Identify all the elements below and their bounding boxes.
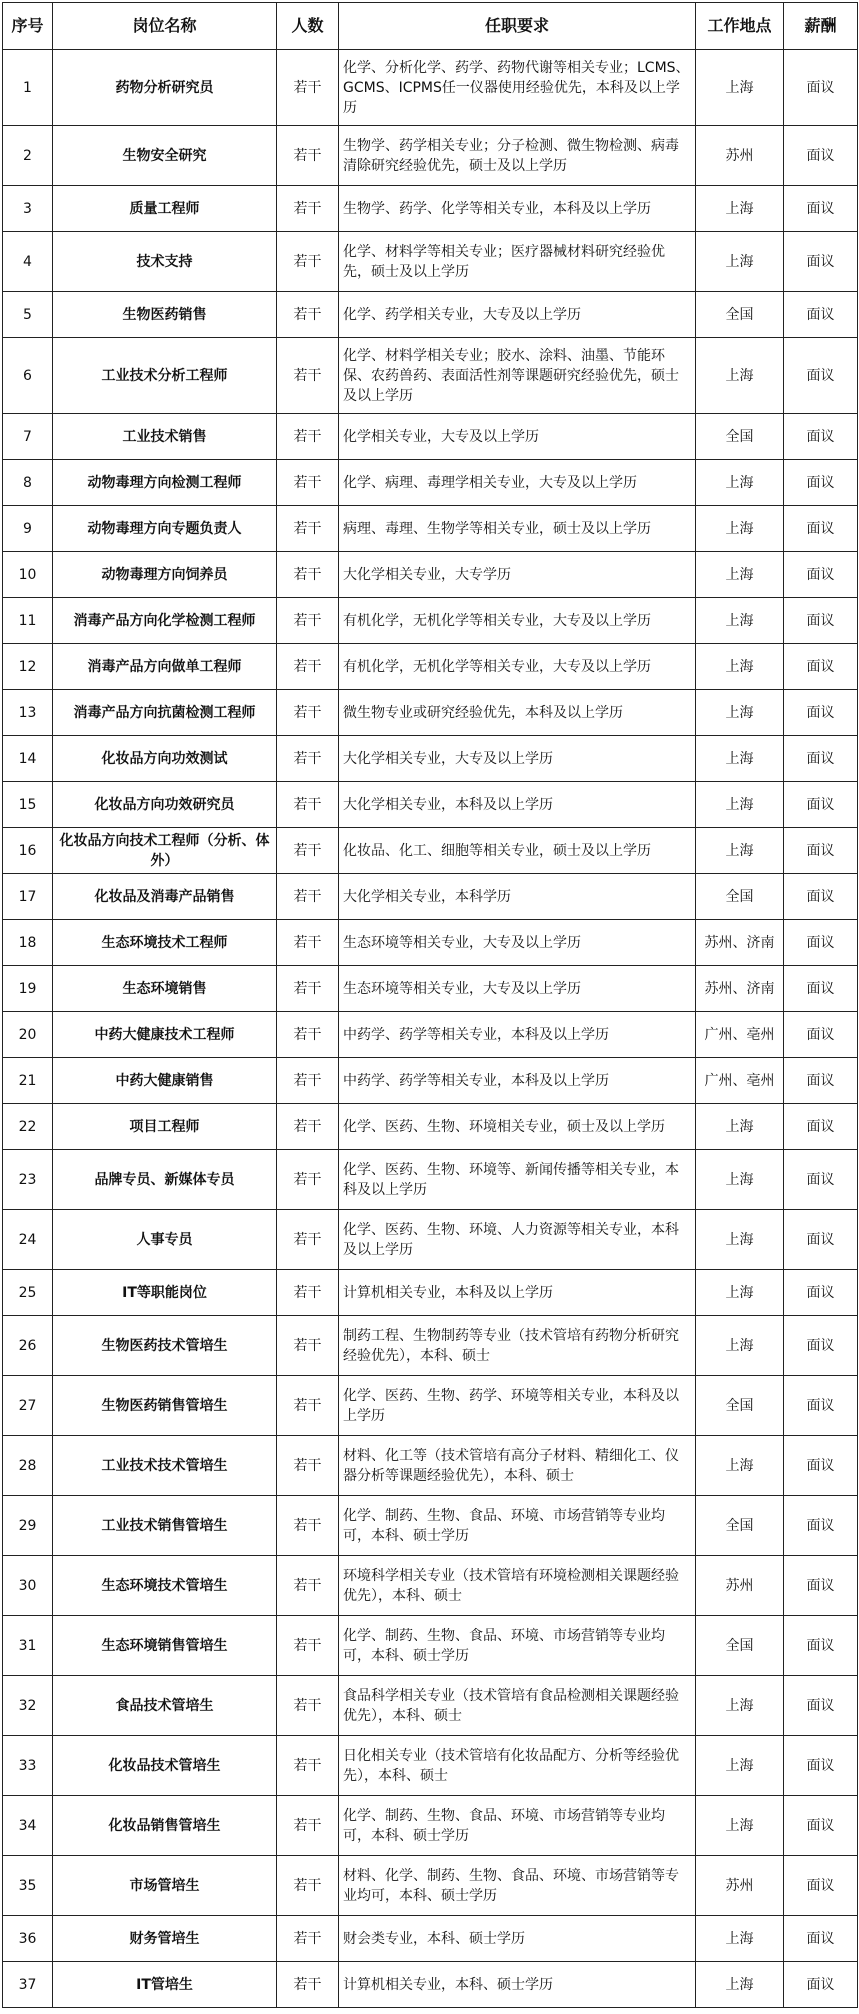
table-row [3,1436,858,1496]
requirements-cell: 化学、医药、生物、环境等、新闻传播等相关专业，本科及以上学历 [339,1150,696,1210]
job-title-cell: 生物医药技术管培生 [53,1316,277,1376]
table-row [3,1210,858,1270]
location-cell: 苏州、济南 [696,966,784,1012]
location-cell: 全国 [696,874,784,920]
table-row [3,292,858,338]
table-row [3,1012,858,1058]
headcount-cell: 若干 [277,1496,339,1556]
row-number-cell: 12 [3,644,53,690]
headcount-cell: 若干 [277,828,339,874]
requirements-cell: 生态环境等相关专业，大专及以上学历 [339,920,696,966]
requirements-cell: 化学、制药、生物、食品、环境、市场营销等专业均可，本科、硕士学历 [339,1496,696,1556]
salary-cell: 面议 [784,736,858,782]
requirements-cell: 有机化学，无机化学等相关专业，大专及以上学历 [339,598,696,644]
requirements-cell: 大化学相关专业，大专及以上学历 [339,736,696,782]
requirements-cell: 化学、材料学相关专业；胶水、涂料、油墨、节能环保、农药兽药、表面活性剂等课题研究经验优先，硕士及以上学历 [339,338,696,414]
headcount-cell: 若干 [277,1616,339,1676]
header-requirements: 任职要求 [339,3,696,50]
job-title-cell: 中药大健康技术工程师 [53,1012,277,1058]
location-cell: 上海 [696,1316,784,1376]
job-title-cell: 生物医药销售管培生 [53,1376,277,1436]
table-row [3,50,858,126]
job-title-cell: 工业技术技术管培生 [53,1436,277,1496]
row-number-cell: 20 [3,1012,53,1058]
row-number-cell: 28 [3,1436,53,1496]
requirements-cell: 环境科学相关专业（技术管培有环境检测相关课题经验优先），本科、硕士 [339,1556,696,1616]
header-row [3,3,858,50]
row-number-cell: 32 [3,1676,53,1736]
job-title-cell: 生态环境技术工程师 [53,920,277,966]
headcount-cell: 若干 [277,644,339,690]
requirements-cell: 化学相关专业，大专及以上学历 [339,414,696,460]
header-count: 人数 [277,3,339,50]
table-row [3,460,858,506]
salary-cell: 面议 [784,126,858,186]
location-cell: 苏州 [696,1556,784,1616]
location-cell: 上海 [696,1270,784,1316]
table-row [3,1616,858,1676]
location-cell: 上海 [696,1104,784,1150]
salary-cell: 面议 [784,1856,858,1916]
table-row [3,920,858,966]
row-number-cell: 27 [3,1376,53,1436]
row-number-cell: 23 [3,1150,53,1210]
location-cell: 上海 [696,598,784,644]
location-cell: 苏州 [696,126,784,186]
job-title-cell: 化妆品方向功效测试 [53,736,277,782]
requirements-cell: 化学、分析化学、药学、药物代谢等相关专业；LCMS、GCMS、ICPMS任一仪器使用经验优先，本科及以上学历 [339,50,696,126]
salary-cell: 面议 [784,598,858,644]
headcount-cell: 若干 [277,1916,339,1962]
job-title-cell: 生态环境技术管培生 [53,1556,277,1616]
table-row [3,506,858,552]
requirements-cell: 大化学相关专业，大专学历 [339,552,696,598]
row-number-cell: 2 [3,126,53,186]
row-number-cell: 25 [3,1270,53,1316]
row-number-cell: 13 [3,690,53,736]
headcount-cell: 若干 [277,1556,339,1616]
job-title-cell: 工业技术销售 [53,414,277,460]
location-cell: 上海 [696,1796,784,1856]
requirements-cell: 财会类专业，本科、硕士学历 [339,1916,696,1962]
location-cell: 上海 [696,338,784,414]
location-cell: 苏州 [696,1856,784,1916]
headcount-cell: 若干 [277,1104,339,1150]
salary-cell: 面议 [784,874,858,920]
header-title: 岗位名称 [53,3,277,50]
headcount-cell: 若干 [277,736,339,782]
table-row [3,232,858,292]
job-title-cell: 动物毒理方向检测工程师 [53,460,277,506]
job-title-cell: 项目工程师 [53,1104,277,1150]
salary-cell: 面议 [784,1736,858,1796]
location-cell: 上海 [696,232,784,292]
row-number-cell: 17 [3,874,53,920]
job-title-cell: 生态环境销售管培生 [53,1616,277,1676]
job-title-cell: 中药大健康销售 [53,1058,277,1104]
requirements-cell: 材料、化学、制药、生物、食品、环境、市场营销等专业均可，本科、硕士学历 [339,1856,696,1916]
row-number-cell: 35 [3,1856,53,1916]
salary-cell: 面议 [784,920,858,966]
row-number-cell: 31 [3,1616,53,1676]
salary-cell: 面议 [784,506,858,552]
location-cell: 上海 [696,1150,784,1210]
salary-cell: 面议 [784,782,858,828]
requirements-cell: 计算机相关专业，本科及以上学历 [339,1270,696,1316]
headcount-cell: 若干 [277,460,339,506]
salary-cell: 面议 [784,414,858,460]
headcount-cell: 若干 [277,1736,339,1796]
row-number-cell: 4 [3,232,53,292]
headcount-cell: 若干 [277,506,339,552]
row-number-cell: 16 [3,828,53,874]
table-row [3,598,858,644]
job-title-cell: 动物毒理方向饲养员 [53,552,277,598]
requirements-cell: 生物学、药学相关专业；分子检测、微生物检测、病毒清除研究经验优先，硕士及以上学历 [339,126,696,186]
requirements-cell: 化学、制药、生物、食品、环境、市场营销等专业均可，本科、硕士学历 [339,1616,696,1676]
table-row [3,186,858,232]
row-number-cell: 36 [3,1916,53,1962]
job-title-cell: 质量工程师 [53,186,277,232]
requirements-cell: 大化学相关专业，本科学历 [339,874,696,920]
salary-cell: 面议 [784,644,858,690]
requirements-cell: 大化学相关专业，本科及以上学历 [339,782,696,828]
location-cell: 上海 [696,460,784,506]
job-title-cell: IT等职能岗位 [53,1270,277,1316]
location-cell: 上海 [696,1210,784,1270]
job-title-cell: 品牌专员、新媒体专员 [53,1150,277,1210]
row-number-cell: 10 [3,552,53,598]
job-title-cell: IT管培生 [53,1962,277,2008]
location-cell: 上海 [696,1962,784,2008]
headcount-cell: 若干 [277,1796,339,1856]
requirements-cell: 有机化学，无机化学等相关专业，大专及以上学历 [339,644,696,690]
table-row [3,126,858,186]
location-cell: 上海 [696,1436,784,1496]
headcount-cell: 若干 [277,1270,339,1316]
headcount-cell: 若干 [277,1210,339,1270]
job-title-cell: 工业技术分析工程师 [53,338,277,414]
row-number-cell: 7 [3,414,53,460]
salary-cell: 面议 [784,1616,858,1676]
row-number-cell: 8 [3,460,53,506]
headcount-cell: 若干 [277,414,339,460]
location-cell: 全国 [696,1376,784,1436]
row-number-cell: 15 [3,782,53,828]
job-title-cell: 动物毒理方向专题负责人 [53,506,277,552]
location-cell: 上海 [696,186,784,232]
table-row [3,414,858,460]
salary-cell: 面议 [784,1104,858,1150]
row-number-cell: 29 [3,1496,53,1556]
job-title-cell: 技术支持 [53,232,277,292]
headcount-cell: 若干 [277,126,339,186]
table-row [3,552,858,598]
requirements-cell: 化学、材料学等相关专业；医疗器械材料研究经验优先，硕士及以上学历 [339,232,696,292]
salary-cell: 面议 [784,690,858,736]
row-number-cell: 22 [3,1104,53,1150]
location-cell: 上海 [696,690,784,736]
headcount-cell: 若干 [277,338,339,414]
row-number-cell: 11 [3,598,53,644]
salary-cell: 面议 [784,828,858,874]
salary-cell: 面议 [784,186,858,232]
job-title-cell: 化妆品方向技术工程师（分析、体外） [53,828,277,874]
header-salary: 薪酬 [784,3,858,50]
salary-cell: 面议 [784,1012,858,1058]
requirements-cell: 生物学、药学、化学等相关专业，本科及以上学历 [339,186,696,232]
headcount-cell: 若干 [277,782,339,828]
row-number-cell: 33 [3,1736,53,1796]
headcount-cell: 若干 [277,1058,339,1104]
requirements-cell: 化学、医药、生物、环境、人力资源等相关专业，本科及以上学历 [339,1210,696,1270]
salary-cell: 面议 [784,50,858,126]
location-cell: 上海 [696,506,784,552]
job-title-cell: 工业技术销售管培生 [53,1496,277,1556]
requirements-cell: 材料、化工等（技术管培有高分子材料、精细化工、仪器分析等课题经验优先），本科、硕士 [339,1436,696,1496]
requirements-cell: 化学、医药、生物、环境相关专业，硕士及以上学历 [339,1104,696,1150]
table-row [3,736,858,782]
location-cell: 上海 [696,1916,784,1962]
headcount-cell: 若干 [277,920,339,966]
location-cell: 全国 [696,414,784,460]
salary-cell: 面议 [784,460,858,506]
table-row [3,1856,858,1916]
row-number-cell: 14 [3,736,53,782]
requirements-cell: 制药工程、生物制药等专业（技术管培有药物分析研究经验优先），本科、硕士 [339,1316,696,1376]
job-title-cell: 药物分析研究员 [53,50,277,126]
table-row [3,1556,858,1616]
row-number-cell: 30 [3,1556,53,1616]
salary-cell: 面议 [784,1150,858,1210]
headcount-cell: 若干 [277,186,339,232]
location-cell: 上海 [696,736,784,782]
salary-cell: 面议 [784,1058,858,1104]
job-title-cell: 消毒产品方向做单工程师 [53,644,277,690]
salary-cell: 面议 [784,1676,858,1736]
row-number-cell: 5 [3,292,53,338]
requirements-cell: 化学、制药、生物、食品、环境、市场营销等专业均可，本科、硕士学历 [339,1796,696,1856]
job-title-cell: 化妆品技术管培生 [53,1736,277,1796]
job-title-cell: 化妆品方向功效研究员 [53,782,277,828]
row-number-cell: 21 [3,1058,53,1104]
table-row [3,966,858,1012]
row-number-cell: 37 [3,1962,53,2008]
location-cell: 广州、亳州 [696,1012,784,1058]
headcount-cell: 若干 [277,1316,339,1376]
table-row [3,1376,858,1436]
requirements-cell: 微生物专业或研究经验优先，本科及以上学历 [339,690,696,736]
table-row [3,338,858,414]
headcount-cell: 若干 [277,690,339,736]
table-body [3,50,858,2008]
table-row [3,644,858,690]
headcount-cell: 若干 [277,292,339,338]
table-row [3,1316,858,1376]
job-title-cell: 市场管培生 [53,1856,277,1916]
requirements-cell: 生态环境等相关专业，大专及以上学历 [339,966,696,1012]
table-row [3,1150,858,1210]
job-title-cell: 消毒产品方向抗菌检测工程师 [53,690,277,736]
salary-cell: 面议 [784,1916,858,1962]
salary-cell: 面议 [784,1796,858,1856]
table-row [3,1962,858,2008]
requirements-cell: 化妆品、化工、细胞等相关专业，硕士及以上学历 [339,828,696,874]
salary-cell: 面议 [784,1376,858,1436]
headcount-cell: 若干 [277,874,339,920]
location-cell: 上海 [696,552,784,598]
location-cell: 上海 [696,828,784,874]
location-cell: 苏州、济南 [696,920,784,966]
headcount-cell: 若干 [277,966,339,1012]
headcount-cell: 若干 [277,1150,339,1210]
job-title-cell: 化妆品及消毒产品销售 [53,874,277,920]
location-cell: 上海 [696,50,784,126]
headcount-cell: 若干 [277,50,339,126]
headcount-cell: 若干 [277,1676,339,1736]
salary-cell: 面议 [784,1436,858,1496]
table-row [3,1736,858,1796]
job-table [2,2,858,2008]
location-cell: 全国 [696,1616,784,1676]
requirements-cell: 化学、药学相关专业，大专及以上学历 [339,292,696,338]
salary-cell: 面议 [784,1270,858,1316]
salary-cell: 面议 [784,1210,858,1270]
location-cell: 上海 [696,1736,784,1796]
table-row [3,782,858,828]
location-cell: 上海 [696,1676,784,1736]
row-number-cell: 3 [3,186,53,232]
table-row [3,690,858,736]
job-title-cell: 生物医药销售 [53,292,277,338]
table-row [3,828,858,874]
location-cell: 广州、亳州 [696,1058,784,1104]
row-number-cell: 26 [3,1316,53,1376]
salary-cell: 面议 [784,292,858,338]
salary-cell: 面议 [784,966,858,1012]
job-title-cell: 化妆品销售管培生 [53,1796,277,1856]
row-number-cell: 6 [3,338,53,414]
requirements-cell: 化学、医药、生物、药学、环境等相关专业，本科及以上学历 [339,1376,696,1436]
location-cell: 上海 [696,644,784,690]
job-title-cell: 生态环境销售 [53,966,277,1012]
location-cell: 全国 [696,1496,784,1556]
requirements-cell: 计算机相关专业，本科、硕士学历 [339,1962,696,2008]
header-no: 序号 [3,3,53,50]
table-row [3,1676,858,1736]
row-number-cell: 9 [3,506,53,552]
requirements-cell: 病理、毒理、生物学等相关专业，硕士及以上学历 [339,506,696,552]
headcount-cell: 若干 [277,1012,339,1058]
job-title-cell: 生物安全研究 [53,126,277,186]
headcount-cell: 若干 [277,232,339,292]
table-row [3,874,858,920]
headcount-cell: 若干 [277,1376,339,1436]
requirements-cell: 中药学、药学等相关专业，本科及以上学历 [339,1058,696,1104]
salary-cell: 面议 [784,552,858,598]
requirements-cell: 中药学、药学等相关专业，本科及以上学历 [339,1012,696,1058]
requirements-cell: 化学、病理、毒理学相关专业，大专及以上学历 [339,460,696,506]
table-row [3,1058,858,1104]
table-row [3,1496,858,1556]
headcount-cell: 若干 [277,1856,339,1916]
row-number-cell: 34 [3,1796,53,1856]
table-row [3,1270,858,1316]
table-row [3,1916,858,1962]
salary-cell: 面议 [784,1962,858,2008]
row-number-cell: 18 [3,920,53,966]
location-cell: 全国 [696,292,784,338]
location-cell: 上海 [696,782,784,828]
salary-cell: 面议 [784,1316,858,1376]
job-title-cell: 财务管培生 [53,1916,277,1962]
table-row [3,1796,858,1856]
salary-cell: 面议 [784,1556,858,1616]
row-number-cell: 19 [3,966,53,1012]
row-number-cell: 24 [3,1210,53,1270]
row-number-cell: 1 [3,50,53,126]
headcount-cell: 若干 [277,552,339,598]
job-title-cell: 食品技术管培生 [53,1676,277,1736]
headcount-cell: 若干 [277,1436,339,1496]
headcount-cell: 若干 [277,598,339,644]
job-title-cell: 消毒产品方向化学检测工程师 [53,598,277,644]
requirements-cell: 日化相关专业（技术管培有化妆品配方、分析等经验优先），本科、硕士 [339,1736,696,1796]
header-location: 工作地点 [696,3,784,50]
job-title-cell: 人事专员 [53,1210,277,1270]
salary-cell: 面议 [784,1496,858,1556]
salary-cell: 面议 [784,232,858,292]
salary-cell: 面议 [784,338,858,414]
table-row [3,1104,858,1150]
requirements-cell: 食品科学相关专业（技术管培有食品检测相关课题经验优先），本科、硕士 [339,1676,696,1736]
headcount-cell: 若干 [277,1962,339,2008]
